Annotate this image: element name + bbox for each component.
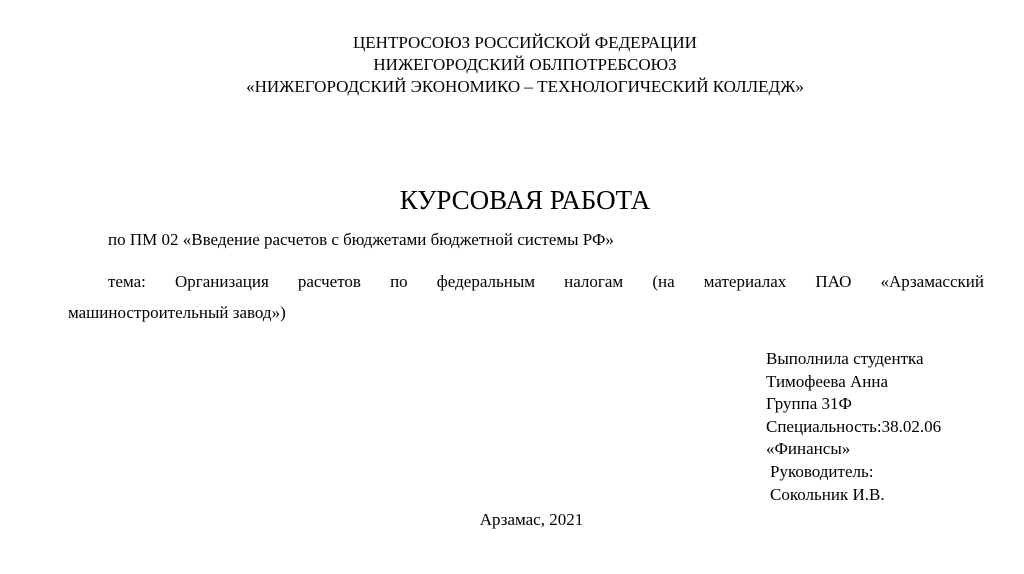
topic-word: материалах — [703, 272, 787, 291]
topic-word: федеральным — [436, 272, 536, 291]
topic-word: ПАО — [815, 272, 852, 291]
header-line-oblpotrebsoyuz: НИЖЕГОРОДСКИЙ ОБЛПОТРЕБСОЮЗ — [373, 55, 677, 74]
topic-line-1 — [68, 266, 984, 297]
supervisor-label: Руководитель: — [770, 461, 874, 481]
topic-word: по — [390, 272, 408, 291]
author-block — [766, 348, 941, 506]
topic-word: налогам — [564, 272, 624, 291]
work-title: КУРСОВАЯ РАБОТА — [399, 185, 651, 215]
topic-word: расчетов — [297, 272, 361, 291]
header-line-centrosoyuz: ЦЕНТРОСОЮЗ РОССИЙСКОЙ ФЕДЕРАЦИИ — [353, 33, 697, 52]
header-line-college: «НИЖЕГОРОДСКИЙ ЭКОНОМИКО – ТЕХНОЛОГИЧЕСКИЙ КОЛЛЕДЖ» — [246, 77, 804, 96]
performed-by: Выполнила студентка — [766, 349, 924, 368]
supervisor-name: Сокольник И.В. — [770, 484, 885, 504]
topic-block — [68, 266, 984, 328]
organization-header — [0, 32, 1024, 98]
topic-word: «Арзамасский — [880, 272, 984, 291]
specialty-name: «Финансы» — [766, 439, 851, 459]
student-group: Группа 31Ф — [766, 394, 852, 414]
student-name: Тимофеева Анна — [766, 371, 889, 391]
topic-word: тема: — [108, 272, 146, 291]
topic-word: (на — [652, 272, 675, 291]
subject-line: по ПМ 02 «Введение расчетов с бюджетами бюджетной системы РФ» — [108, 230, 614, 249]
city-year: Арзамас, 2021 — [479, 510, 584, 529]
topic-word: Организация — [175, 272, 269, 291]
topic-line-2: машиностроительный завод») — [68, 303, 286, 322]
specialty-code: Специальность:38.02.06 — [766, 416, 942, 436]
